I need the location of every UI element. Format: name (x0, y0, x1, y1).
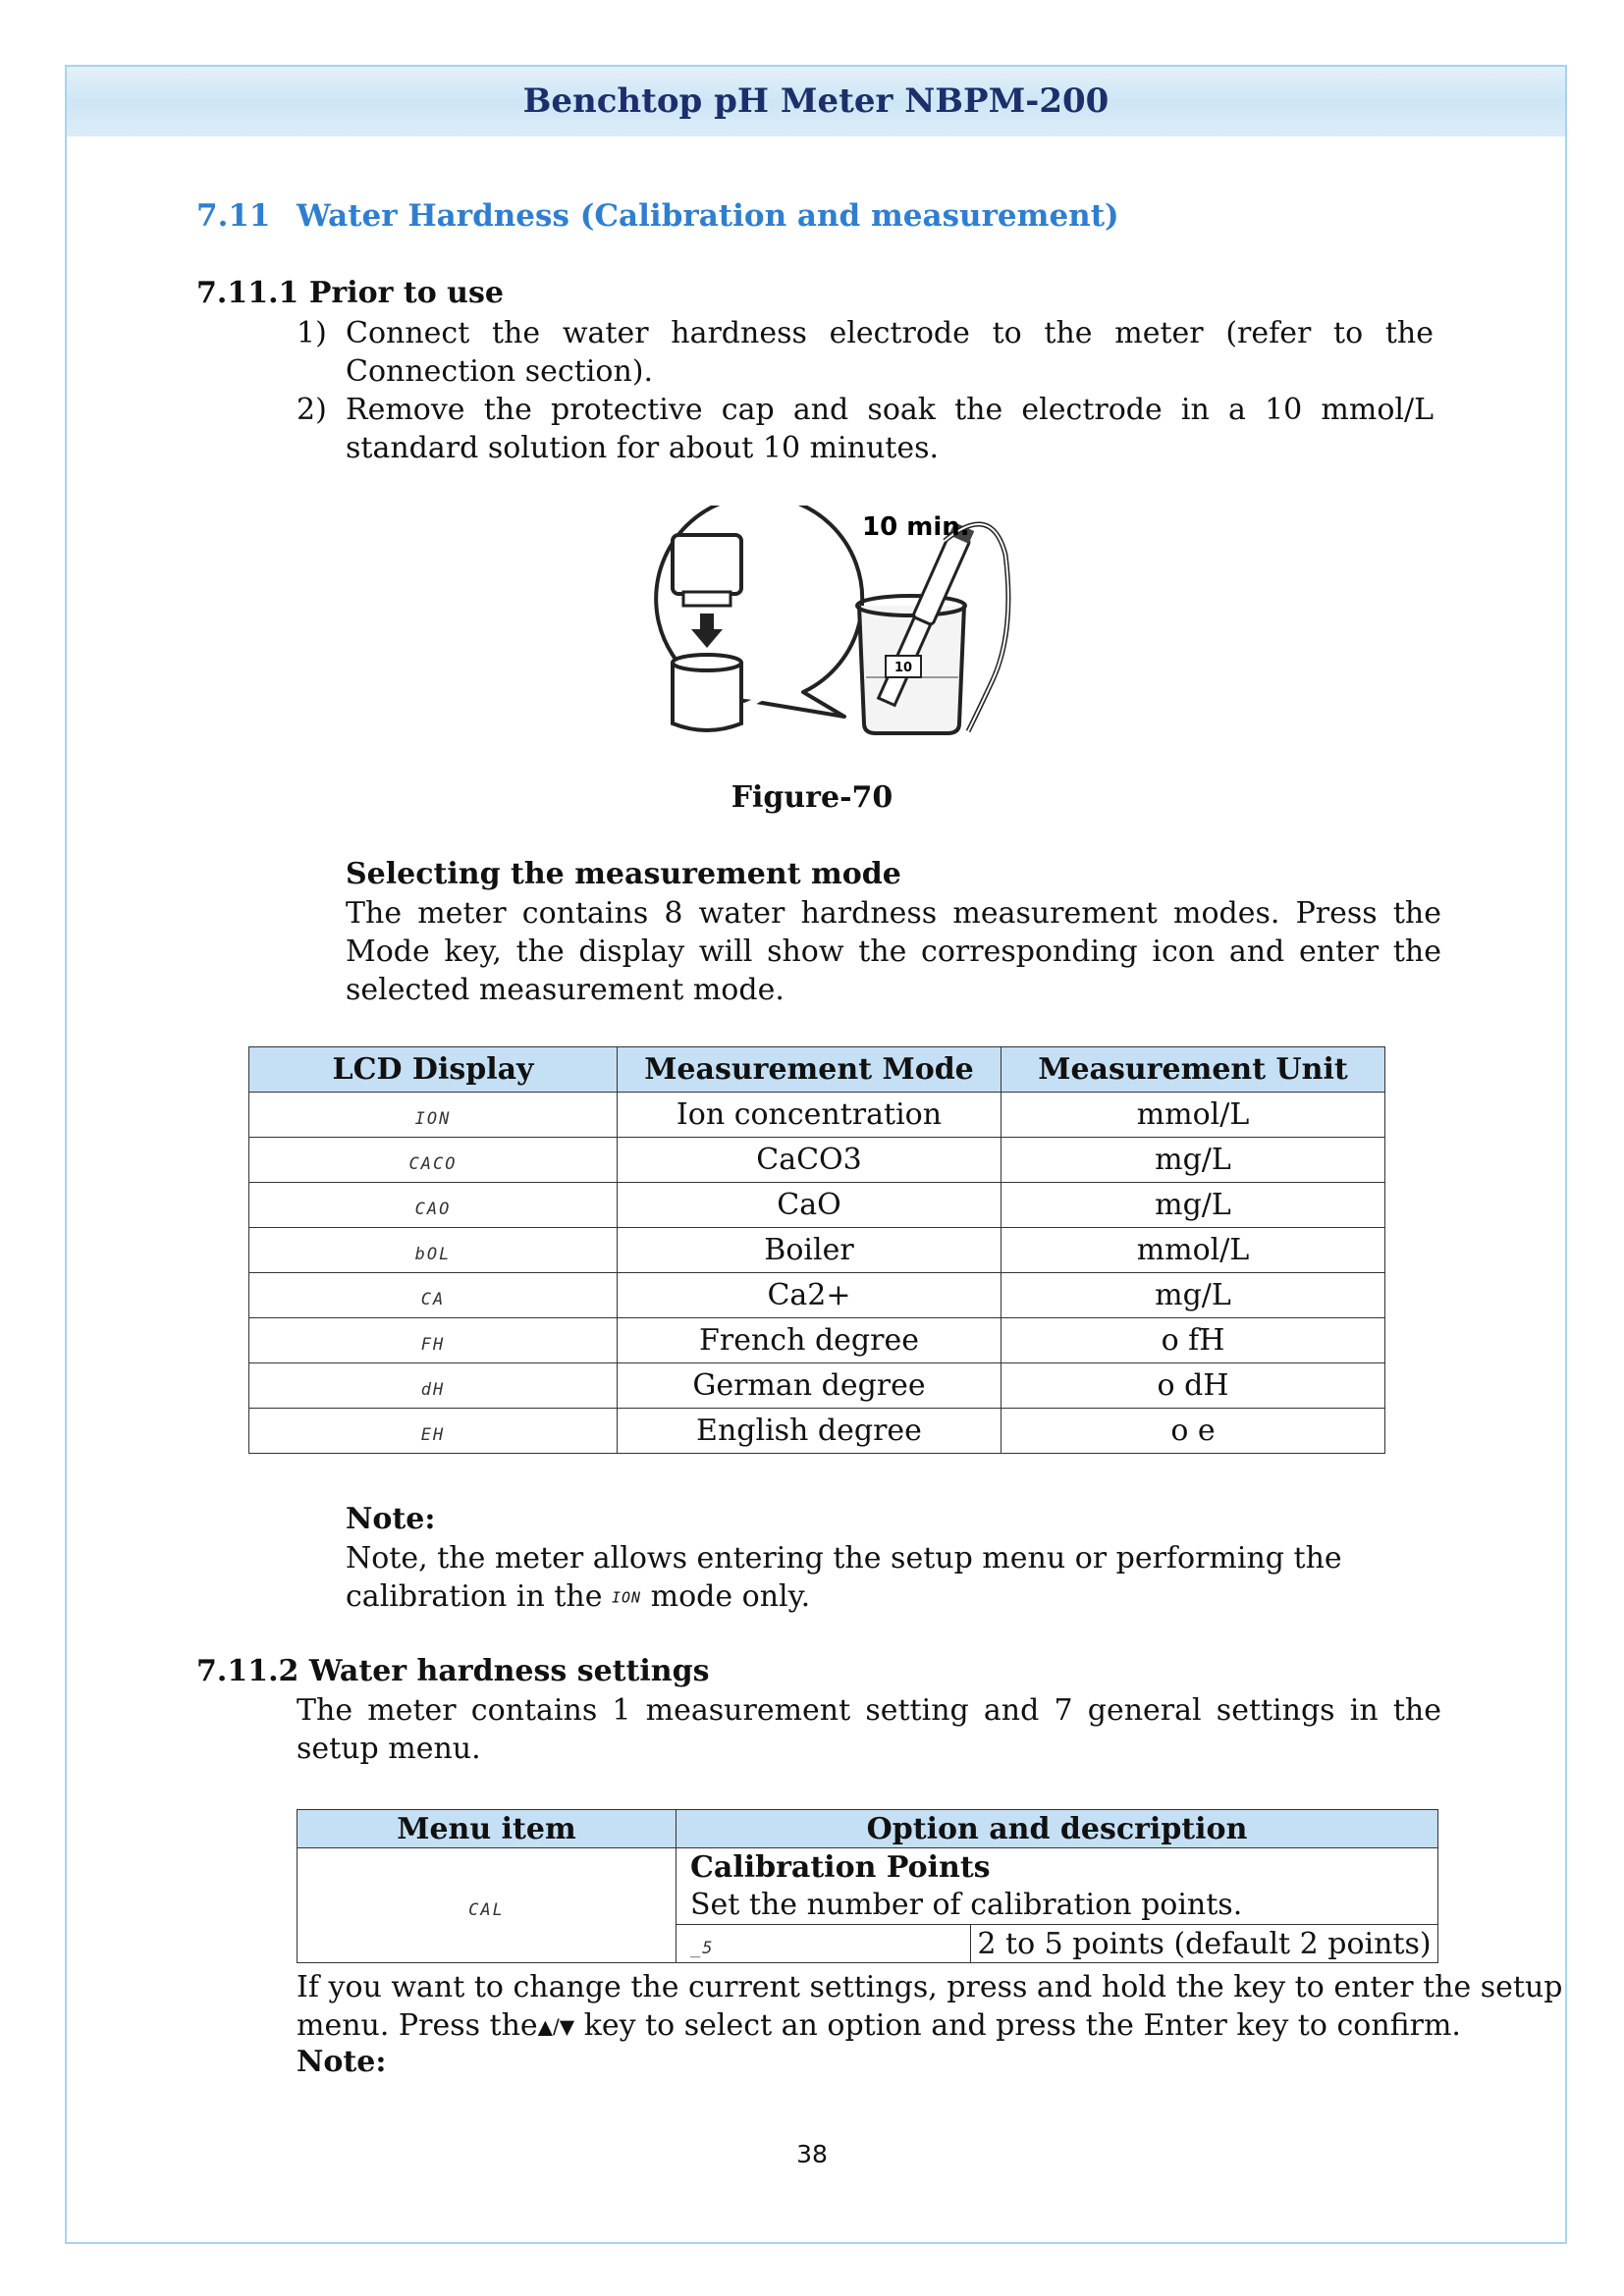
unit-cell: o fH (1001, 1318, 1385, 1363)
step-item (297, 314, 1434, 391)
points-lcd-icon: _5 (690, 1938, 715, 1958)
step-number: 2) (297, 393, 327, 427)
table-row (249, 1409, 1385, 1454)
instruction-text-before: menu. Press the (297, 2008, 538, 2043)
lcd-icon: CACO (408, 1154, 458, 1174)
prior-steps (297, 314, 1434, 467)
table-row (249, 1273, 1385, 1318)
table-row (249, 1183, 1385, 1228)
option-description: Set the number of calibration points. (677, 1887, 1438, 1925)
electrode-soak-illustration (599, 506, 1051, 741)
table-row (249, 1363, 1385, 1409)
unit-cell: mmol/L (1001, 1228, 1385, 1273)
mode-cell: CaCO3 (618, 1138, 1001, 1183)
column-header: LCD Display (249, 1047, 618, 1093)
table-row (249, 1228, 1385, 1273)
note-text-after: mode only. (650, 1579, 811, 1614)
note-text (346, 1539, 1441, 1618)
lcd-icon: CAO (414, 1200, 452, 1219)
cal-lcd-icon: CAL (468, 1899, 505, 1920)
lcd-icon: dH (420, 1380, 446, 1400)
option-value: 2 to 5 points (default 2 points) (971, 1925, 1438, 1963)
step-text: Remove the protective cap and soak the electrode in a 10 mmol/L standard solution for about 10 minutes. (346, 393, 1434, 465)
table-row (298, 1848, 1438, 1887)
option-title: Calibration Points (677, 1848, 1438, 1887)
step-number: 1) (297, 316, 327, 350)
mode-cell: French degree (618, 1318, 1001, 1363)
column-header: Menu item (298, 1810, 677, 1848)
mode-cell: English degree (618, 1409, 1001, 1454)
mode-cell: Ion concentration (618, 1093, 1001, 1138)
table-row (249, 1138, 1385, 1183)
lcd-icon: ION (414, 1109, 452, 1129)
prior-heading: 7.11.1 Prior to use (196, 276, 504, 310)
unit-cell: mg/L (1001, 1273, 1385, 1318)
table-row (249, 1093, 1385, 1138)
note-heading: Note: (346, 1502, 436, 1536)
section-number: 7.11 (196, 198, 271, 234)
mode-cell: Ca2+ (618, 1273, 1001, 1318)
lcd-icon: bOL (414, 1245, 452, 1264)
column-header: Measurement Mode (618, 1047, 1001, 1093)
section-title: Water Hardness (Calibration and measurement) (297, 198, 1119, 234)
instruction-text-after: key to select an option and press the Enter key to confirm. (574, 2008, 1461, 2043)
table-header-row (298, 1810, 1438, 1848)
mode-description: The meter contains 8 water hardness measurement modes. Press the Mode key, the display will show the corresponding icon and enter the selected measurement mode. (346, 896, 1441, 1007)
figure-caption: Figure-70 (731, 780, 893, 815)
setup-instruction-line2 (297, 2006, 1461, 2047)
page-header-title: Benchtop pH Meter NBPM-200 (522, 81, 1110, 121)
beaker-label: 10 (893, 661, 913, 675)
figure-70-illustration (599, 506, 1051, 741)
page-number: 38 (796, 2140, 828, 2168)
mode-cell: CaO (618, 1183, 1001, 1228)
mode-cell: German degree (618, 1363, 1001, 1409)
settings-description: The meter contains 1 measurement setting and 7 general settings in the setup menu. (297, 1693, 1441, 1766)
measurement-mode-table (248, 1046, 1385, 1454)
note-heading-2: Note: (297, 2045, 387, 2079)
column-header: Option and description (677, 1810, 1438, 1848)
mode-heading: Selecting the measurement mode (346, 857, 901, 891)
settings-heading: 7.11.2 Water hardness settings (196, 1654, 710, 1688)
lcd-icon: FH (420, 1335, 446, 1355)
setup-instruction-line1: If you want to change the current settings, press and hold the key to enter the setup (297, 1970, 1563, 2004)
unit-cell: o dH (1001, 1363, 1385, 1409)
unit-cell: mg/L (1001, 1183, 1385, 1228)
column-header: Measurement Unit (1001, 1047, 1385, 1093)
unit-cell: mmol/L (1001, 1093, 1385, 1138)
table-header-row (249, 1047, 1385, 1093)
step-item (297, 391, 1434, 467)
lcd-icon: EH (420, 1425, 446, 1445)
up-down-arrow-icon: ▲/▼ (537, 2014, 575, 2039)
mode-cell: Boiler (618, 1228, 1001, 1273)
step-text: Connect the water hardness electrode to the meter (refer to the Connection section). (346, 316, 1434, 389)
settings-table (297, 1809, 1438, 1963)
note-text-before: Note, the meter allows entering the setup menu or performing the calibration in the (346, 1541, 1342, 1614)
ion-lcd-icon: ION (612, 1588, 642, 1607)
soak-time-label: 10 min. (862, 512, 970, 542)
lcd-icon: CA (420, 1290, 446, 1309)
unit-cell: o e (1001, 1409, 1385, 1454)
unit-cell: mg/L (1001, 1138, 1385, 1183)
table-row (249, 1318, 1385, 1363)
